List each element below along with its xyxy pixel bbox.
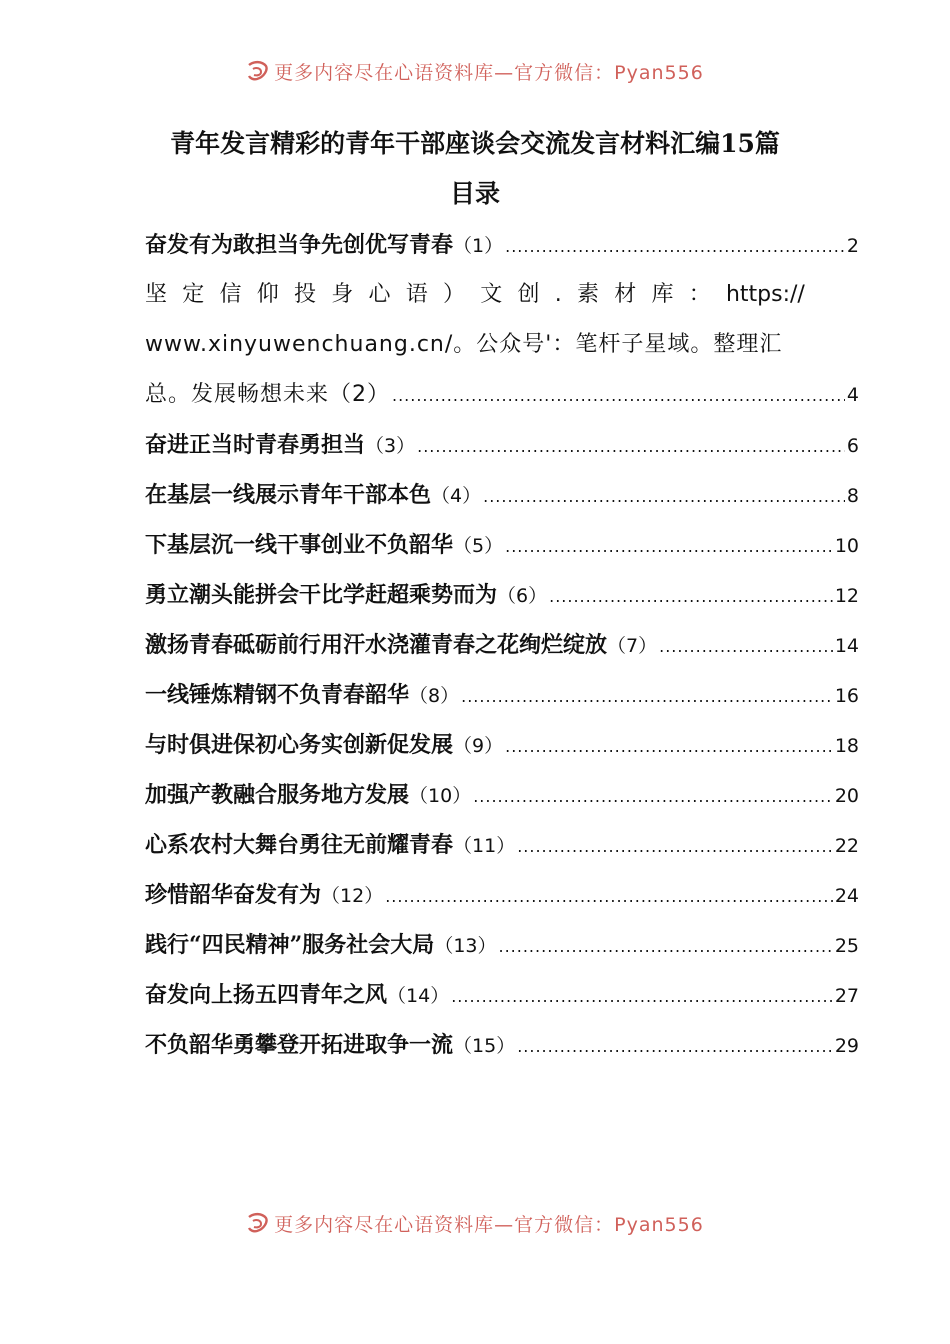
toc-entry-title: 激扬青春砥砺前行用汗水浇灌青春之花绚烂绽放 — [145, 632, 608, 658]
toc-entry-number: （15） — [453, 1035, 516, 1057]
toc-entry-number: （12） — [321, 885, 384, 907]
dot-leader — [505, 222, 845, 272]
dot-leader — [505, 522, 833, 572]
toc-char: ） — [443, 282, 466, 307]
toc-entry-title: 心系农村大舞台勇往无前耀青春 — [145, 832, 454, 858]
toc-entry-page: 25 — [834, 935, 859, 957]
toc-entry-title: 奋发有为敢担当争先创优写青春 — [145, 232, 454, 258]
table-of-contents — [145, 220, 859, 1070]
toc-entry-title: 勇立潮头能拼会干比学赶超乘势而为 — [145, 582, 498, 608]
toc-char: 材 — [614, 282, 637, 307]
document-title: 青年发言精彩的青年干部座谈会交流发言材料汇编15篇 — [170, 129, 780, 158]
toc-entry-page: 22 — [834, 835, 859, 857]
dot-leader — [517, 822, 833, 872]
toc-entry-page: 27 — [834, 985, 859, 1007]
toc-char: 仰 — [256, 282, 279, 307]
watermark-text: 更多内容尽在心语资料库—官方微信：Pyan556 — [274, 1213, 704, 1236]
toc-char: 投 — [294, 282, 317, 307]
toc-entry-title: 下基层沉一线干事创业不负韶华 — [145, 532, 454, 558]
toc-char: 素 — [576, 282, 599, 307]
dot-leader — [505, 722, 833, 772]
toc-entry-title: 加强产教融合服务地方发展 — [145, 782, 410, 808]
toc-entry-page: 6 — [846, 435, 859, 457]
toc-char: ： — [688, 282, 711, 307]
dot-leader — [392, 371, 845, 421]
toc-entry-number: （13） — [434, 935, 497, 957]
toc-entry-title: 在基层一线展示青年干部本色 — [145, 482, 432, 508]
dot-leader — [659, 622, 833, 672]
toc-entry-title: 一线锤炼精钢不负青春韶华 — [145, 682, 410, 708]
dot-leader — [385, 872, 833, 922]
watermark — [246, 58, 704, 85]
toc-entry[interactable] — [145, 820, 859, 870]
toc-entry-title: 与时俱进保初心务实创新促发展 — [145, 732, 454, 758]
toc-entry[interactable] — [145, 470, 859, 520]
toc-entry-page: 29 — [834, 1035, 859, 1057]
toc-entry-page: 24 — [834, 885, 859, 907]
toc-entry-line — [145, 270, 805, 320]
toc-list — [145, 420, 859, 1070]
toc-entry-number: （3） — [365, 435, 416, 457]
toc-entry[interactable] — [145, 570, 859, 620]
toc-entry[interactable] — [145, 720, 859, 770]
toc-entry-page: 14 — [834, 635, 859, 657]
toc-char: 身 — [331, 282, 354, 307]
toc-entry-number: （10） — [409, 785, 472, 807]
toc-char: 信 — [219, 282, 242, 307]
toc-char: 创 — [517, 282, 540, 307]
toc-entry[interactable] — [145, 1020, 859, 1070]
watermark-header — [0, 56, 950, 86]
dot-leader — [549, 572, 833, 622]
toc-char: 心 — [368, 282, 391, 307]
toc-entry[interactable] — [145, 870, 859, 920]
dot-leader — [473, 772, 833, 822]
watermark-footer — [0, 1208, 950, 1238]
toc-entry[interactable] — [145, 620, 859, 670]
logo-icon — [246, 1211, 270, 1235]
dot-leader — [499, 922, 833, 972]
toc-char: . — [554, 282, 562, 307]
logo-icon — [246, 59, 270, 83]
toc-entry-title: 总。发展畅想未来（2） — [145, 382, 390, 407]
toc-entry-number: （7） — [607, 635, 658, 657]
toc-entry-page: 18 — [834, 735, 859, 757]
toc-char: 文 — [480, 282, 503, 307]
toc-char: 库 — [651, 282, 674, 307]
toc-char: 语 — [405, 282, 428, 307]
dot-leader — [461, 672, 833, 722]
toc-entry-title: 奋发向上扬五四青年之风 — [145, 982, 388, 1008]
toc-entry-page: 20 — [834, 785, 859, 807]
watermark — [246, 1210, 704, 1237]
dot-leader — [483, 472, 845, 522]
dot-leader — [451, 972, 833, 1022]
toc-entry-number: （5） — [453, 535, 504, 557]
toc-entry-number: （14） — [387, 985, 450, 1007]
toc-heading: 目录 — [449, 179, 500, 208]
toc-entry-number: （4） — [431, 485, 482, 507]
toc-entry-page: 16 — [834, 685, 859, 707]
toc-entry[interactable] — [145, 220, 859, 270]
toc-entry[interactable] — [145, 670, 859, 720]
toc-entry-page: 2 — [846, 235, 859, 257]
dot-leader — [517, 1022, 833, 1072]
toc-entry-title: 不负韶华勇攀登开拓进取争一流 — [145, 1032, 454, 1058]
toc-entry[interactable] — [145, 920, 859, 970]
toc-entry-number: （11） — [453, 835, 516, 857]
toc-entry-page: 10 — [834, 535, 859, 557]
toc-entry[interactable] — [145, 420, 859, 470]
toc-char: 坚 — [145, 282, 168, 307]
toc-char: 定 — [182, 282, 205, 307]
toc-entry-page: 12 — [834, 585, 859, 607]
toc-entry-title: 珍惜韶华奋发有为 — [145, 882, 322, 908]
toc-entry-page: 4 — [846, 384, 859, 406]
toc-entry-number: （1） — [453, 235, 504, 257]
toc-char: https:// — [725, 282, 805, 307]
toc-entry[interactable] — [145, 770, 859, 820]
toc-entry-line: www.xinyuwenchuang.cn/。公众号'：笔杆子星域。整理汇 — [145, 332, 783, 357]
toc-entry[interactable] — [145, 520, 859, 570]
toc-entry-number: （6） — [497, 585, 548, 607]
toc-entry-title: 奋进正当时青春勇担当 — [145, 432, 366, 458]
toc-entry[interactable] — [145, 370, 859, 420]
toc-entry-number: （8） — [409, 685, 460, 707]
toc-entry-multiline[interactable] — [145, 270, 805, 370]
toc-entry-number: （9） — [453, 735, 504, 757]
toc-entry-title: 践行“四民精神”服务社会大局 — [145, 932, 435, 958]
toc-entry[interactable] — [145, 970, 859, 1020]
dot-leader — [417, 422, 845, 472]
watermark-text: 更多内容尽在心语资料库—官方微信：Pyan556 — [274, 61, 704, 84]
toc-entry-page: 8 — [846, 485, 859, 507]
